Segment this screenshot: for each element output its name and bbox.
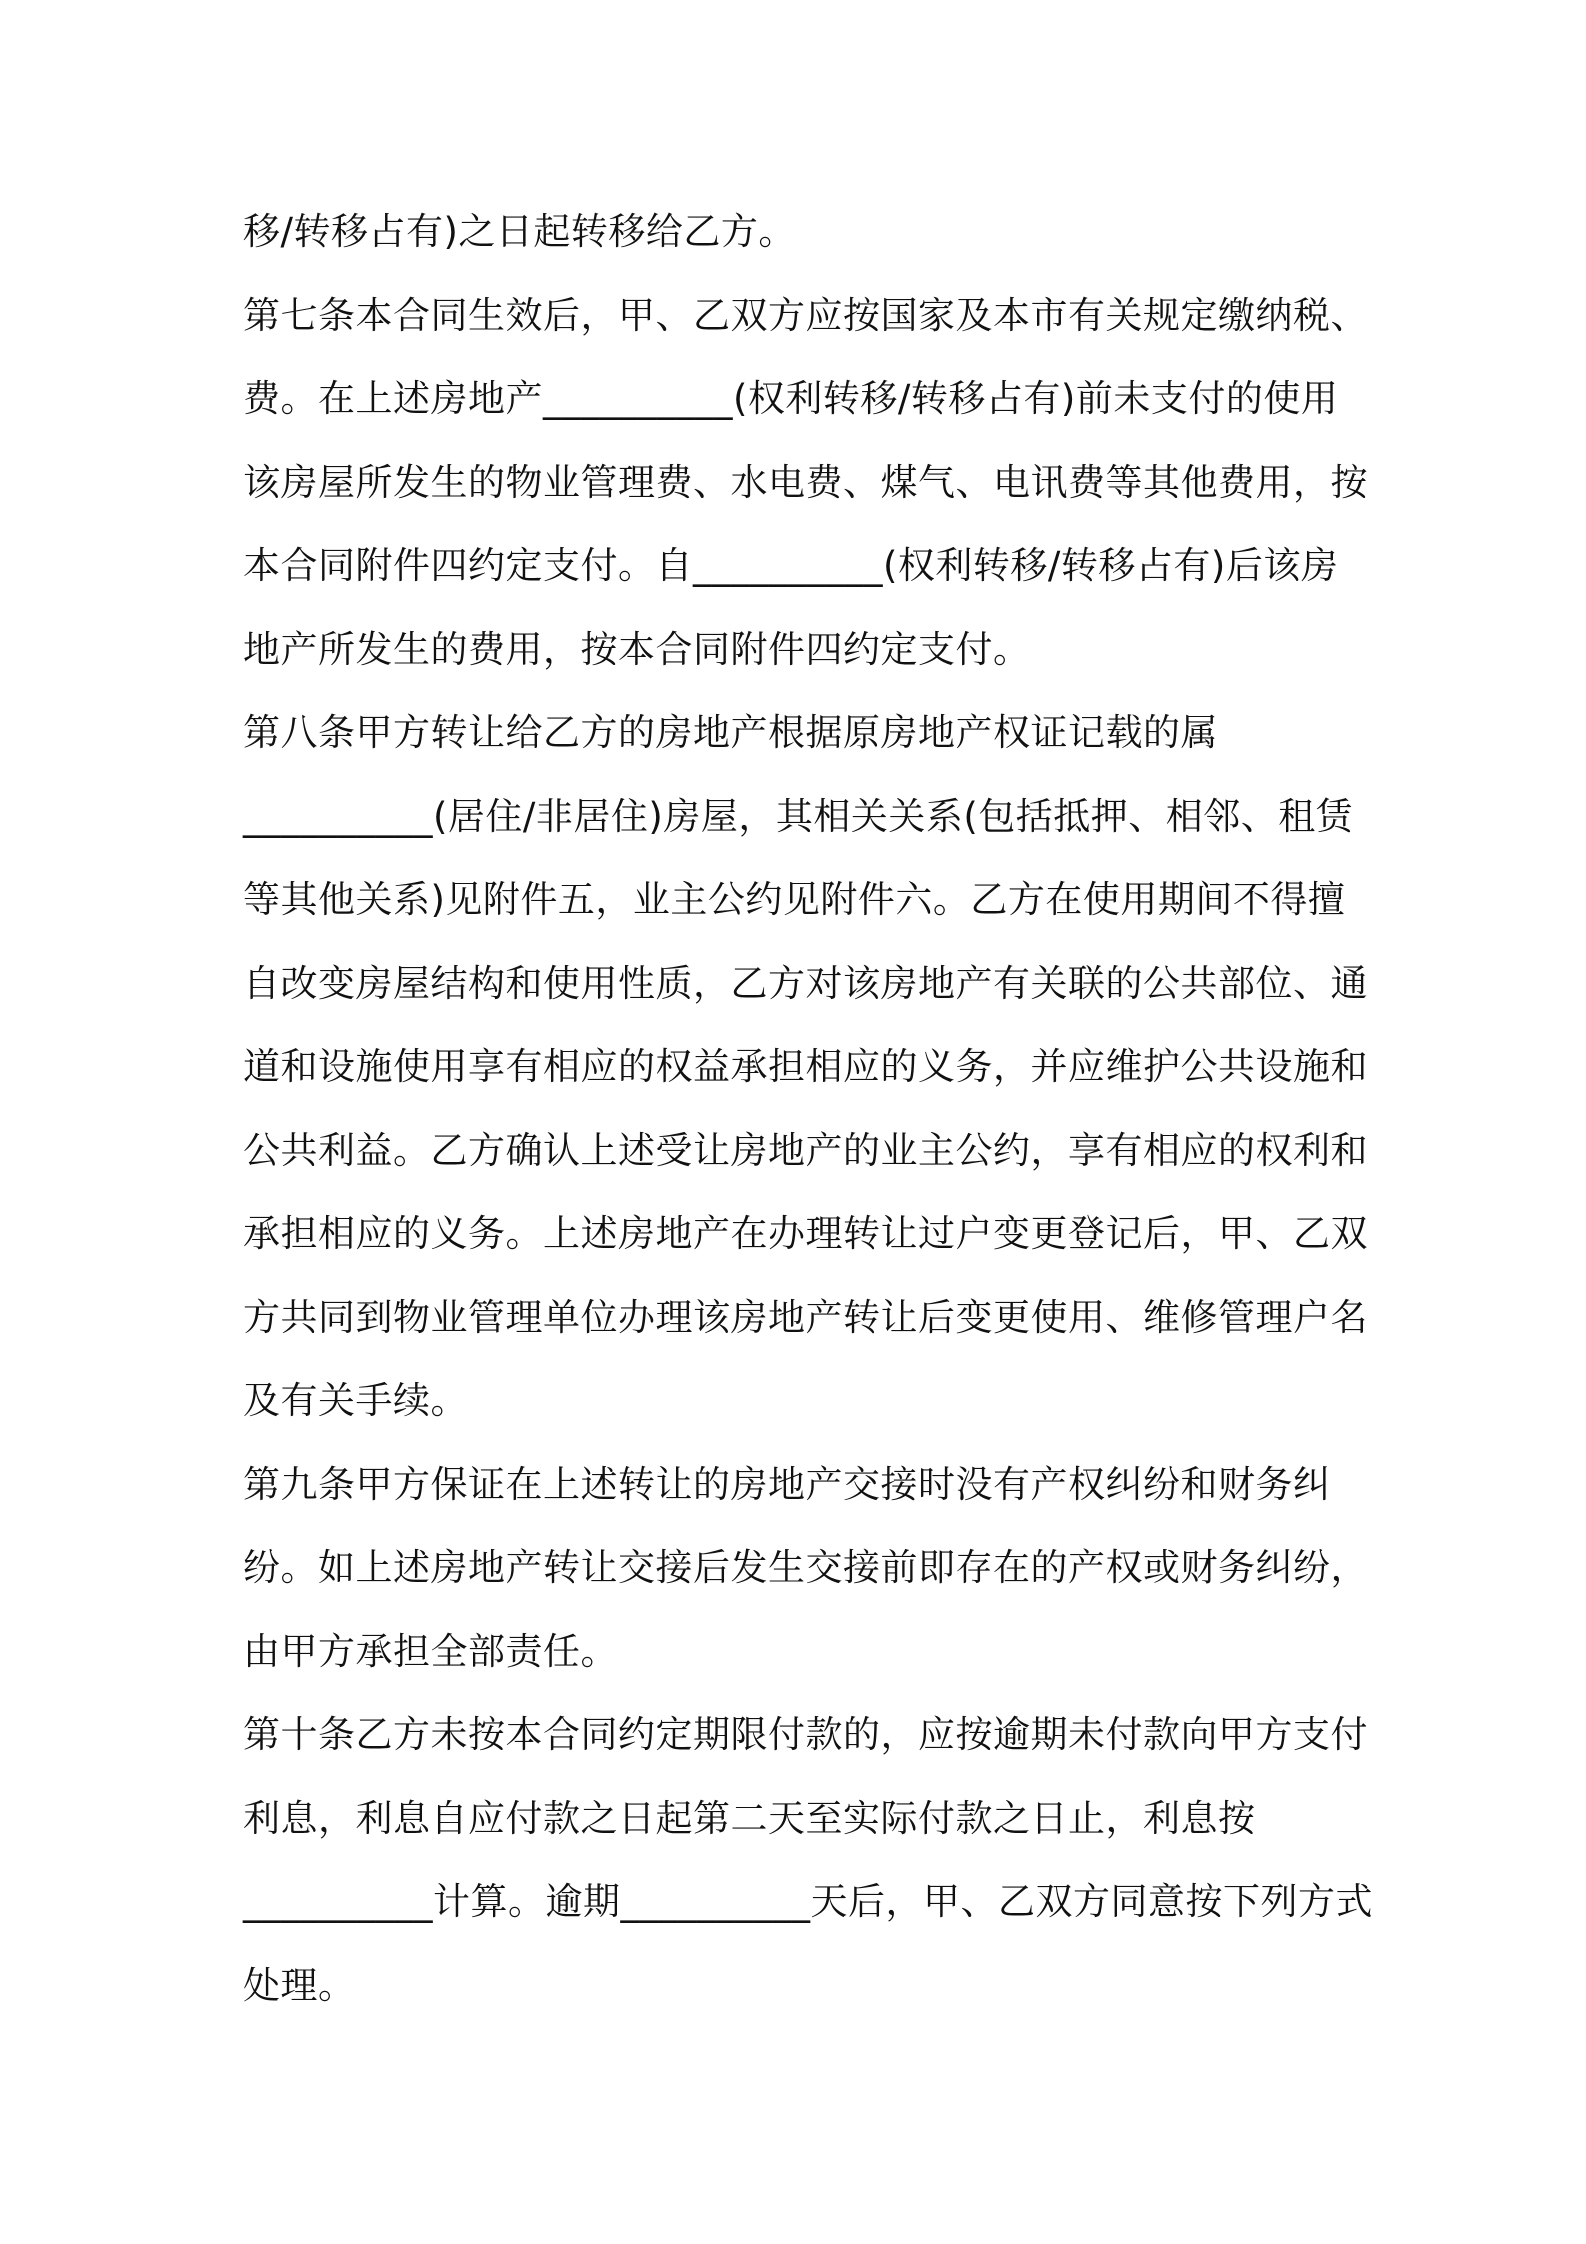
text-line: 方共同到物业管理单位办理该房地产转让后变更使用、维修管理户名: [243, 1295, 1368, 1339]
text-line: 利息，利息自应付款之日起第二天至实际付款之日止，利息按: [243, 1796, 1256, 1840]
text-line: 道和设施使用享有相应的权益承担相应的义务，并应维护公共设施和: [243, 1045, 1368, 1088]
text-line: 等其他关系)见附件五，业主公约见附件六。乙方在使用期间不得擅: [243, 878, 1346, 921]
text-line: 第七条本合同生效后，甲、乙双方应按国家及本市有关规定缴纳税、: [243, 293, 1368, 337]
text-line: 该房屋所发生的物业管理费、水电费、煤气、电讯费等其他费用，按: [243, 460, 1368, 504]
text-line: 本合同附件四约定支付。自__________(权利转移/转移占有)后该房: [243, 544, 1339, 587]
contract-text: [243, 190, 1373, 2027]
text-line: 由甲方承担全部责任。: [243, 1629, 618, 1673]
text-line: 公共利益。乙方确认上述受让房地产的业主公约，享有相应的权利和: [243, 1128, 1368, 1172]
text-line: 自改变房屋结构和使用性质，乙方对该房地产有关联的公共部位、通: [243, 961, 1368, 1005]
text-line: 处理。: [243, 1963, 356, 2007]
text-line: 地产所发生的费用，按本合同附件四约定支付。: [243, 627, 1031, 671]
text-line: 费。在上述房地产__________(权利转移/转移占有)前未支付的使用: [243, 377, 1339, 420]
text-line: 承担相应的义务。上述房地产在办理转让过户变更登记后，甲、乙双: [243, 1212, 1368, 1255]
text-line: 第十条乙方未按本合同约定期限付款的，应按逾期未付款向甲方支付: [243, 1713, 1368, 1756]
text-line: __________计算。逾期__________天后，甲、乙双方同意按下列方式: [243, 1880, 1373, 1923]
text-line: __________(居住/非居住)房屋，其相关关系(包括抵押、相邻、租赁: [243, 794, 1354, 838]
text-line: 第九条甲方保证在上述转让的房地产交接时没有产权纠纷和财务纠: [243, 1462, 1331, 1506]
text-line: 纷。如上述房地产转让交接后发生交接前即存在的产权或财务纠纷，: [243, 1546, 1368, 1589]
text-line: 移/转移占有)之日起转移给乙方。: [243, 210, 796, 253]
text-line: 第八条甲方转让给乙方的房地产根据原房地产权证记载的属: [243, 711, 1218, 754]
text-line: 及有关手续。: [243, 1379, 468, 1422]
